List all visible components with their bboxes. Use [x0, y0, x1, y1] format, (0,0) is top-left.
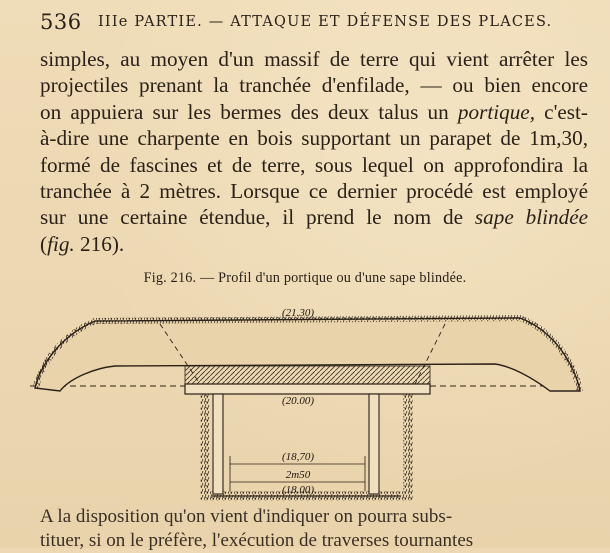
- page-header: [40, 8, 600, 36]
- page-number: 536: [40, 10, 82, 34]
- text-line: tranchée à 2 mètres. Lorsque ce dernier procédé est employé: [40, 179, 588, 204]
- label-bottom-width: (18.00): [281, 484, 315, 496]
- text-line: formé de fascines et de terre, sous lequel on approfondira la: [40, 152, 588, 177]
- label-beam-width: (20.00): [281, 395, 315, 407]
- label-upper-inner: (18,70): [281, 451, 315, 463]
- figure-caption: Fig. 216. — Profil d'un portique ou d'une sape blindée.: [143, 270, 467, 286]
- top-beam: [185, 384, 430, 394]
- next-paragraph: [40, 505, 600, 553]
- text-line: tituer, si on le préfère, l'exécution de traverses tournantes: [40, 530, 474, 551]
- label-top-width: (21.30): [281, 307, 315, 319]
- fascine-layer: [185, 366, 430, 384]
- emphasis-portique: portique,: [457, 99, 535, 124]
- text-line: A la disposition qu'on vient d'indiquer on pourra subs-: [40, 506, 453, 527]
- text-line: on appuiera sur les bermes des deux talus un portique, c'est-: [40, 99, 588, 124]
- body-paragraph: [40, 46, 588, 257]
- portique-profile-figure: [0, 296, 610, 506]
- emphasis-sape-blindee: sape blindée: [474, 205, 589, 230]
- text-line: projectiles prenant la tranchée d'enfilade, — ou bien encore: [40, 73, 588, 98]
- text-line: (fig. 216).: [40, 231, 125, 256]
- label-inner-width: 2m50: [285, 469, 311, 481]
- left-post: [213, 394, 223, 494]
- text-line: sur une certaine étendue, il prend le nom de sape blindée: [40, 205, 589, 230]
- running-title: IIIe PARTIE. — ATTAQUE ET DÉFENSE DES PLACES.: [98, 14, 553, 30]
- text-line: à-dire une charpente en bois supportant un parapet de 1m,30,: [40, 126, 588, 151]
- right-post: [369, 394, 379, 494]
- text-line: simples, au moyen d'un massif de terre qui vient arrêter les: [40, 47, 588, 71]
